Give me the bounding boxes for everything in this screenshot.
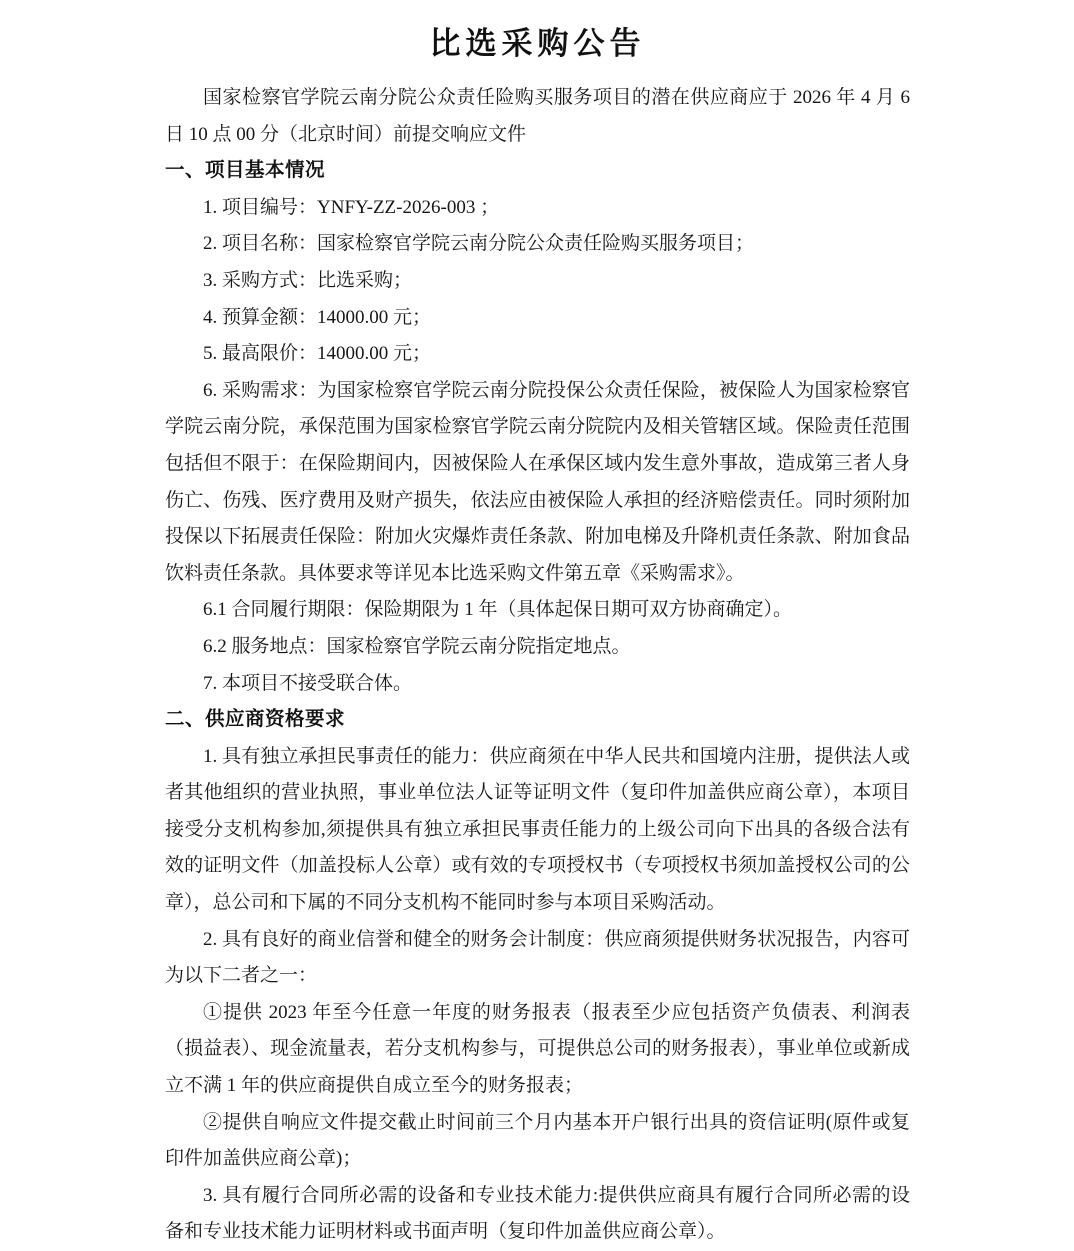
paragraph-procurement-method: 3. 采购方式：比选采购； xyxy=(203,269,413,291)
paragraph-financial-report-option1: ①提供 2023 年至今任意一年度的财务报表（报表至少应包括资产负债表、利润表（损益表）、现金流量表，若分支机构参与，可提供总公司的财务报表），事业单位或新成立不满 1 年的供应商提供自成立至今的财务报表； xyxy=(165,1001,910,1097)
section-heading-project-info: 一、项目基本情况 xyxy=(165,160,326,182)
paragraph-equipment-capability: 3. 具有履行合同所必需的设备和专业技术能力:提供供应商具有履行合同所必需的设备和专业技术能力证明材料或书面声明（复印件加盖供应商公章）。 xyxy=(165,1184,910,1243)
paragraph-financial-system: 2. 具有良好的商业信誉和健全的财务会计制度：供应商须提供财务状况报告，内容可为以下二者之一： xyxy=(165,928,910,987)
paragraph-service-location: 6.2 服务地点：国家检察官学院云南分院指定地点。 xyxy=(203,635,631,657)
paragraph-procurement-demand: 6. 采购需求：为国家检察官学院云南分院投保公众责任保险，被保险人为国家检察官学院云南分院，承保范围为国家检察官学院云南分院院内及相关管辖区域。保险责任范围包括但不限于：在保险期间内，因被保险人在承保区域内发生意外事故，造成第三者人身伤亡、伤残、医疗费用及财产损失，依法应由被保险人承担的经济赔偿责任。同时须附加投保以下拓展责任保险：附加火灾爆炸责任条款、附加电梯及升降机责任条款、附加食品饮料责任条款。具体要求等详见本比选采购文件第五章《采购需求》。 xyxy=(165,379,910,584)
paragraph-project-name: 2. 项目名称：国家检察官学院云南分院公众责任险购买服务项目； xyxy=(203,233,755,255)
paragraph-contract-period: 6.1 合同履行期限：保险期限为 1 年（具体起保日期可双方协商确定）。 xyxy=(203,599,793,621)
section-heading-supplier-qualification: 二、供应商资格要求 xyxy=(165,709,346,731)
paragraph-project-number: 1. 项目编号：YNFY-ZZ-2026-003 ； xyxy=(203,196,500,218)
intro-paragraph: 国家检察官学院云南分院公众责任险购买服务项目的潜在供应商应于 2026 年 4 月 6 日 10 点 00 分（北京时间）前提交响应文件 xyxy=(165,87,910,145)
paragraph-budget-amount: 4. 预算金额：14000.00 元； xyxy=(203,306,432,328)
paragraph-financial-report-option2: ②提供自响应文件提交截止时间前三个月内基本开户银行出具的资信证明(原件或复印件加盖供应商公章)； xyxy=(165,1111,910,1170)
paragraph-price-ceiling: 5. 最高限价：14000.00 元； xyxy=(203,343,432,365)
page-title: 比选采购公告 xyxy=(429,26,646,61)
paragraph-no-consortium: 7. 本项目不接受联合体。 xyxy=(203,672,413,694)
paragraph-civil-liability: 1. 具有独立承担民事责任的能力：供应商须在中华人民共和国境内注册，提供法人或者其他组织的营业执照，事业单位法人证等证明文件（复印件加盖供应商公章），本项目接受分支机构参加,须提供具有独立承担民事责任能力的上级公司向下出具的各级合法有效的证明文件（加盖投标人公章）或有效的专项授权书（专项授权书须加盖授权公司的公章），总公司和下属的不同分支机构不能同时参与本项目采购活动。 xyxy=(165,745,910,914)
